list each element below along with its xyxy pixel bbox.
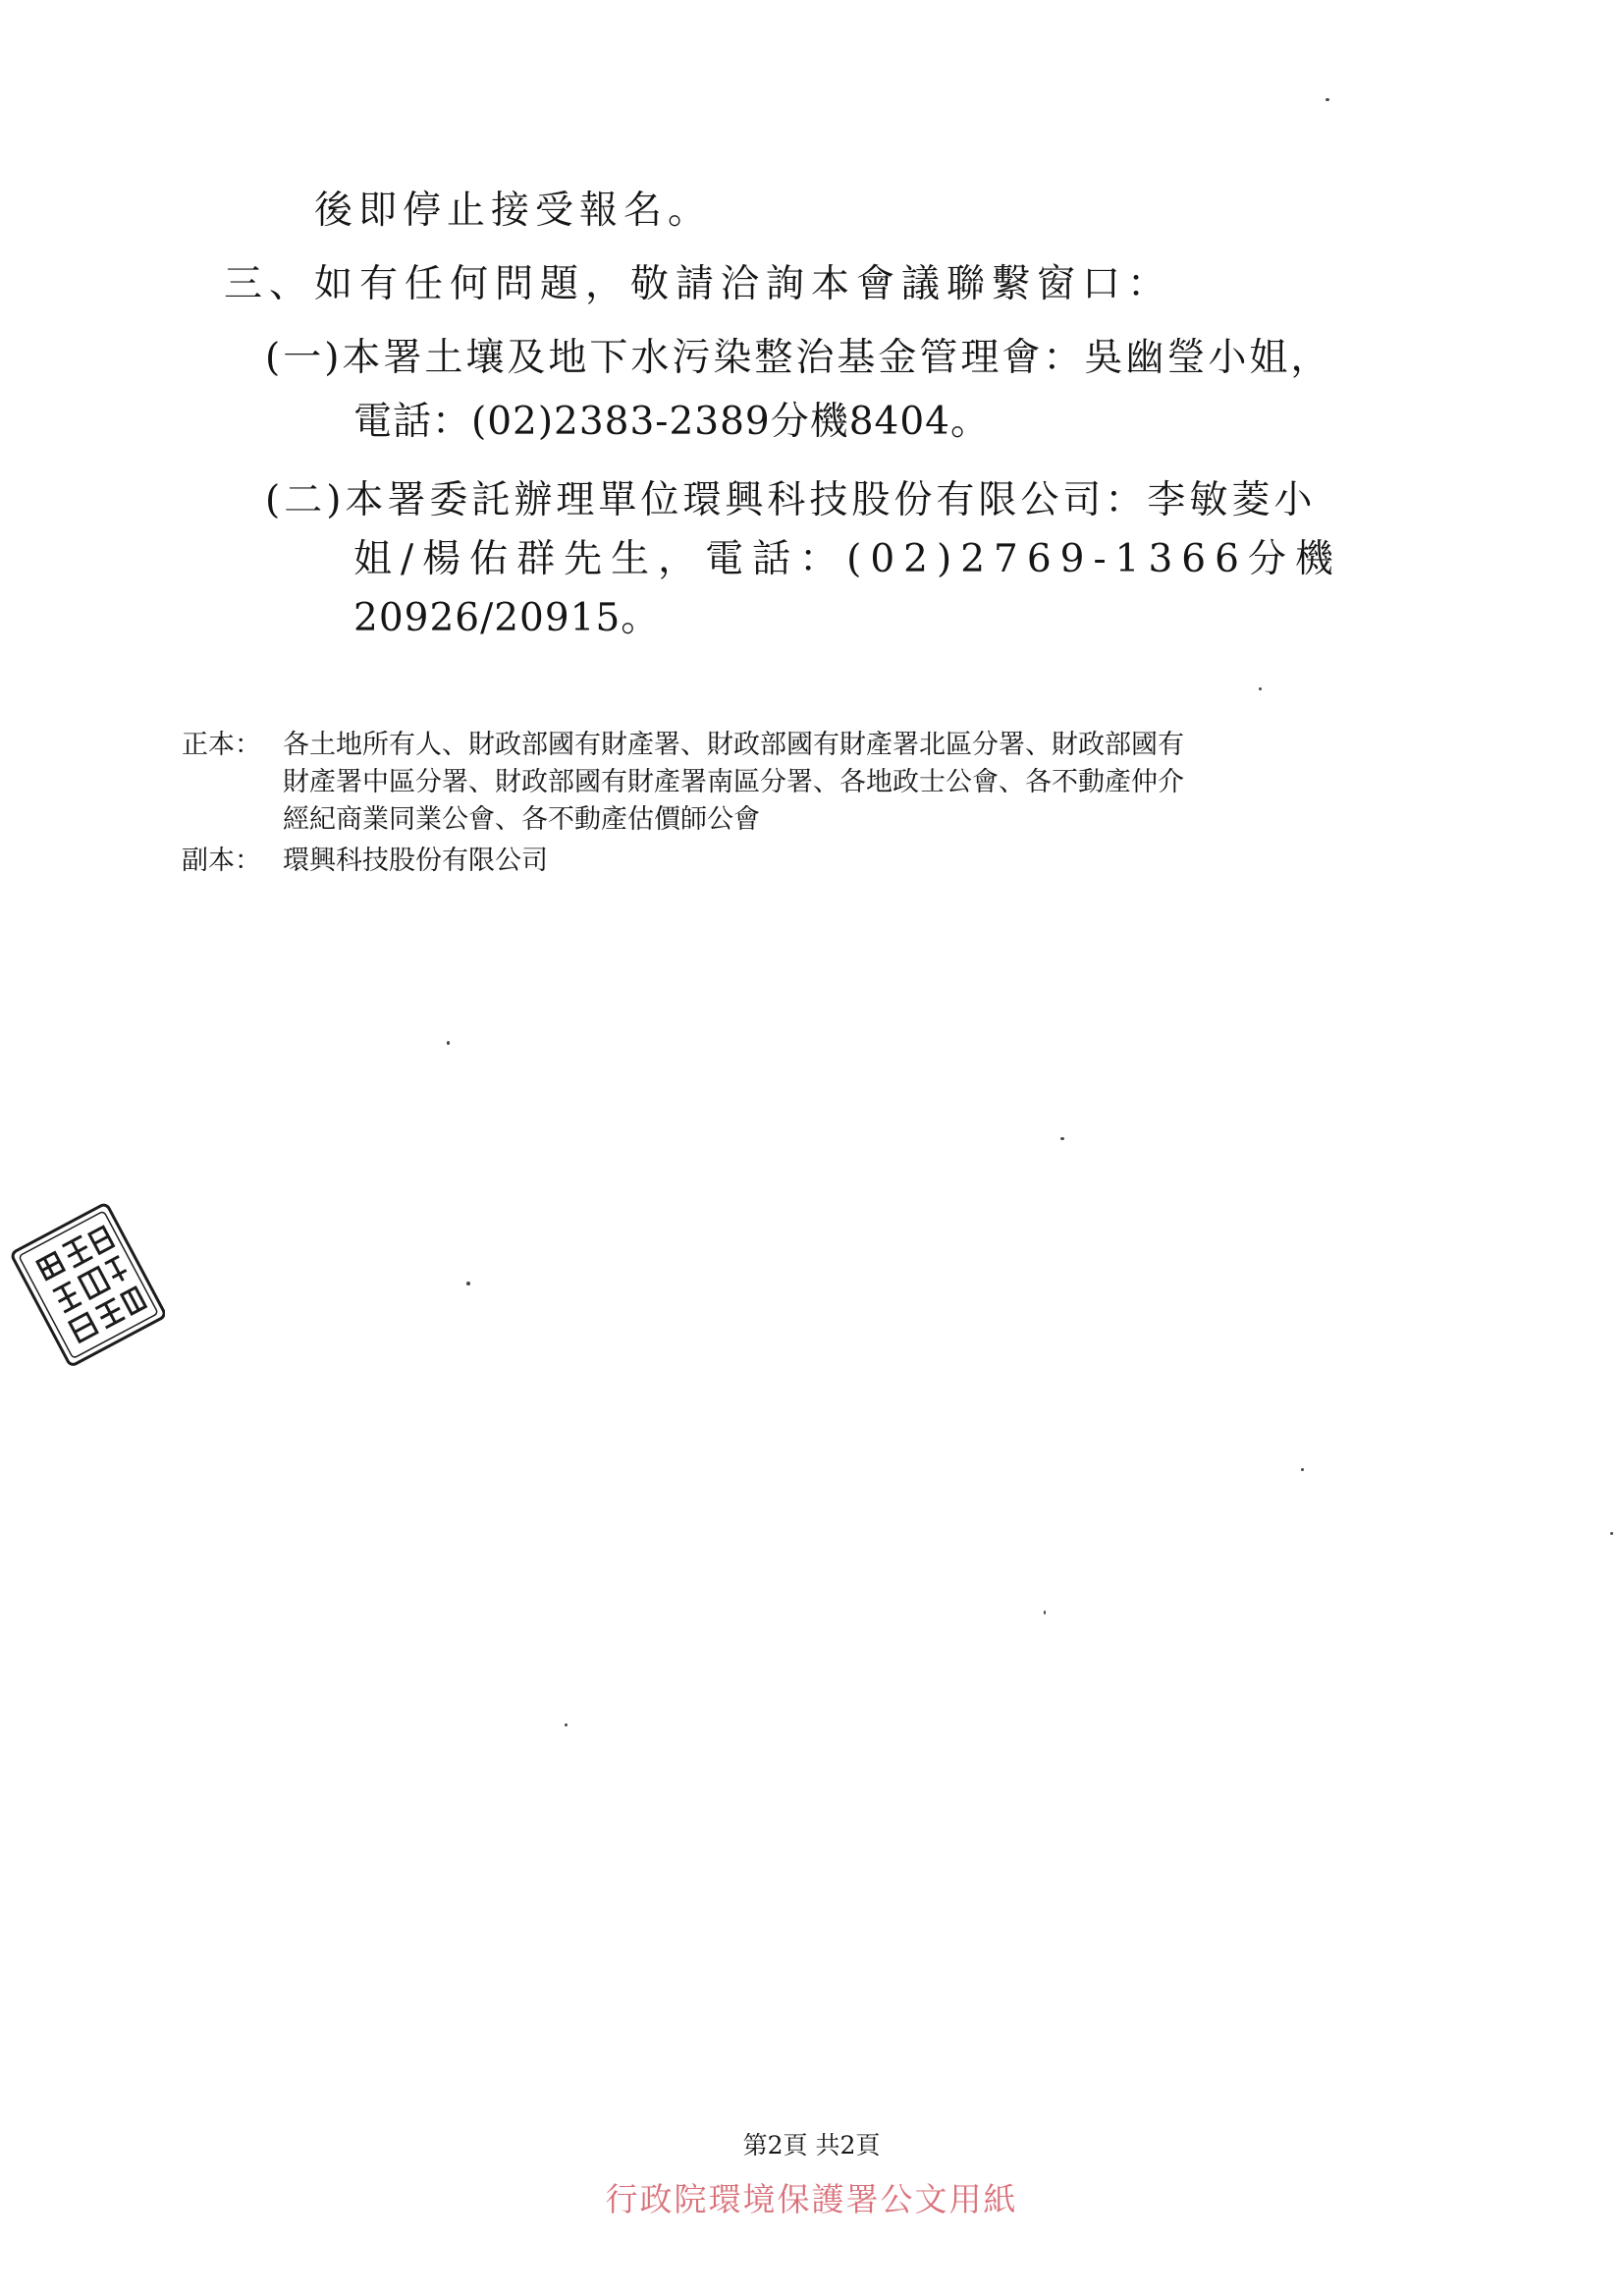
original-recipients-line: 經紀商業同業公會、各不動產估價師公會 bbox=[283, 804, 760, 835]
scan-speck bbox=[1060, 1137, 1064, 1140]
scan-speck bbox=[565, 1723, 568, 1726]
original-recipients-label: 正本： bbox=[182, 730, 261, 760]
item-three-heading: 三、如有任何問題，敬請洽詢本會議聯繫窗口： bbox=[224, 262, 1173, 306]
official-seal-stamp-icon bbox=[8, 1193, 165, 1390]
contact-one-line-2: 電話：(02)2383-2389分機8404。 bbox=[353, 400, 990, 444]
original-recipients-line: 各土地所有人、財政部國有財產署、財政部國有財產署北區分署、財政部國有 bbox=[283, 730, 1184, 760]
scan-speck bbox=[466, 1282, 470, 1285]
contact-one-line-1: (一)本署土壤及地下水污染整治基金管理會：吳幽瑩小姐， bbox=[265, 336, 1332, 380]
copy-recipients-label: 副本： bbox=[182, 846, 261, 876]
scan-speck bbox=[447, 1041, 450, 1045]
copy-recipients: 環興科技股份有限公司 bbox=[283, 846, 548, 876]
contact-two-line-3: 20926/20915。 bbox=[353, 596, 661, 640]
contact-two-line-2: 姐/楊佑群先生，電話：(02)2769-1366分機 bbox=[353, 537, 1342, 581]
official-paper-title: 行政院環境保護署公文用紙 bbox=[605, 2180, 1018, 2218]
scan-speck bbox=[1301, 1468, 1304, 1471]
scan-speck bbox=[1259, 687, 1262, 690]
page-number: 第2頁 共2頁 bbox=[742, 2131, 881, 2159]
registration-continuation: 後即停止接受報名。 bbox=[314, 189, 713, 233]
scan-speck bbox=[1044, 1611, 1046, 1614]
contact-two-line-1: (二)本署委託辦理單位環興科技股份有限公司：李敏菱小 bbox=[265, 478, 1317, 522]
original-recipients-line: 財產署中區分署、財政部國有財產署南區分署、各地政士公會、各不動產仲介 bbox=[283, 767, 1184, 797]
scan-speck bbox=[1610, 1532, 1613, 1535]
scan-speck bbox=[1325, 98, 1329, 101]
